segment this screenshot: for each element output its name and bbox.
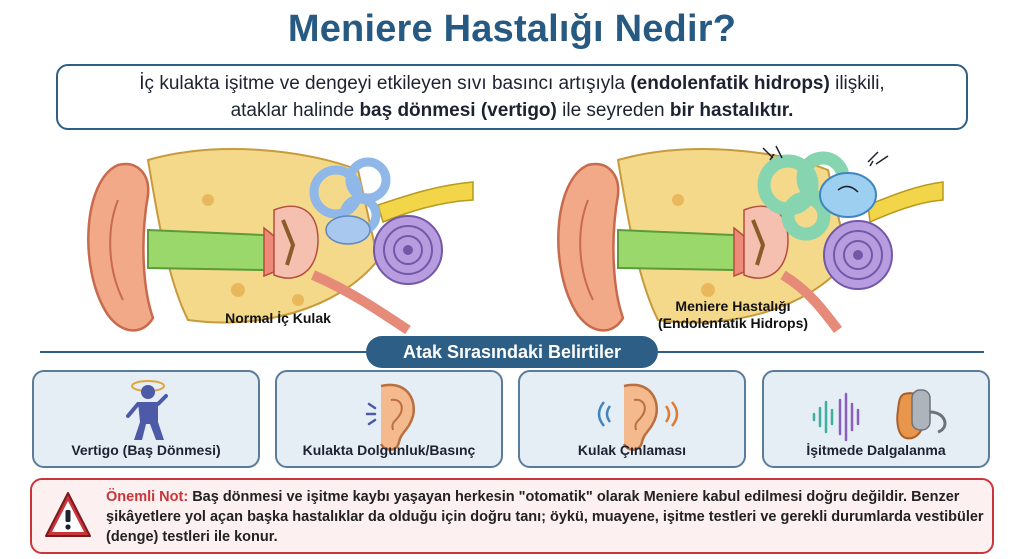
symptom-label-vertigo: Vertigo (Baş Dönmesi): [71, 442, 221, 458]
meniere-ear-diagram: [548, 140, 948, 340]
meniere-ear-label: [638, 298, 828, 332]
meniere-ear-label-line2: (Endolenfatik Hidrops): [657, 315, 809, 331]
symptom-label-tinnitus: Kulak Çınlaması: [577, 442, 687, 458]
important-note-body: Baş dönmesi ve işitme kaybı yaşayan herkesin "otomatik" olarak Meniere kabul edilmesi doğru değildir. Benzer şikâyetlere yol açan başka hastalıklar da olduğu için doğru tanı; öykü, muayene, işitme testleri ve gerekli durumlarda vestibüler (denge) testleri ile konur.: [106, 489, 984, 545]
definition-text-4: ile seyreden: [556, 100, 670, 121]
symptom-label-hearing: İşitmede Dalgalanma: [806, 442, 946, 458]
symptom-card-vertigo: [32, 370, 260, 468]
meniere-ear-label-line1: Meniere Hastalığı: [675, 298, 791, 314]
symptom-card-tinnitus: [518, 370, 746, 468]
section-divider-right: [658, 351, 984, 353]
definition-box: [56, 64, 968, 130]
symptom-card-fullness: [275, 370, 503, 468]
section-divider-left: [40, 351, 366, 353]
definition-text-1: İç kulakta işitme ve dengeyi etkileyen sıvı basıncı artışıyla: [139, 73, 631, 94]
definition-text-2: ilişkili,: [829, 73, 885, 94]
definition-bold-1: (endolenfatik hidrops): [630, 73, 830, 94]
definition-text-3: ataklar halinde: [230, 100, 360, 121]
symptom-card-hearing: [762, 370, 990, 468]
important-note-box: [30, 478, 994, 554]
normal-ear-label: Normal İç Kulak: [225, 310, 331, 326]
normal-ear-diagram: [78, 140, 478, 340]
symptom-label-fullness: Kulakta Dolgunluk/Basınç: [302, 442, 476, 458]
definition-bold-3: bir hastalıktır.: [669, 100, 794, 121]
page-title: Meniere Hastalığı Nedir?: [287, 8, 737, 50]
definition-bold-2: baş dönmesi (vertigo): [359, 100, 557, 121]
symptoms-section-title: Atak Sırasındaki Belirtiler: [366, 336, 658, 368]
warning-triangle-icon: [44, 490, 92, 542]
important-note-text: [106, 487, 986, 547]
important-note-label: Önemli Not:: [106, 489, 189, 505]
